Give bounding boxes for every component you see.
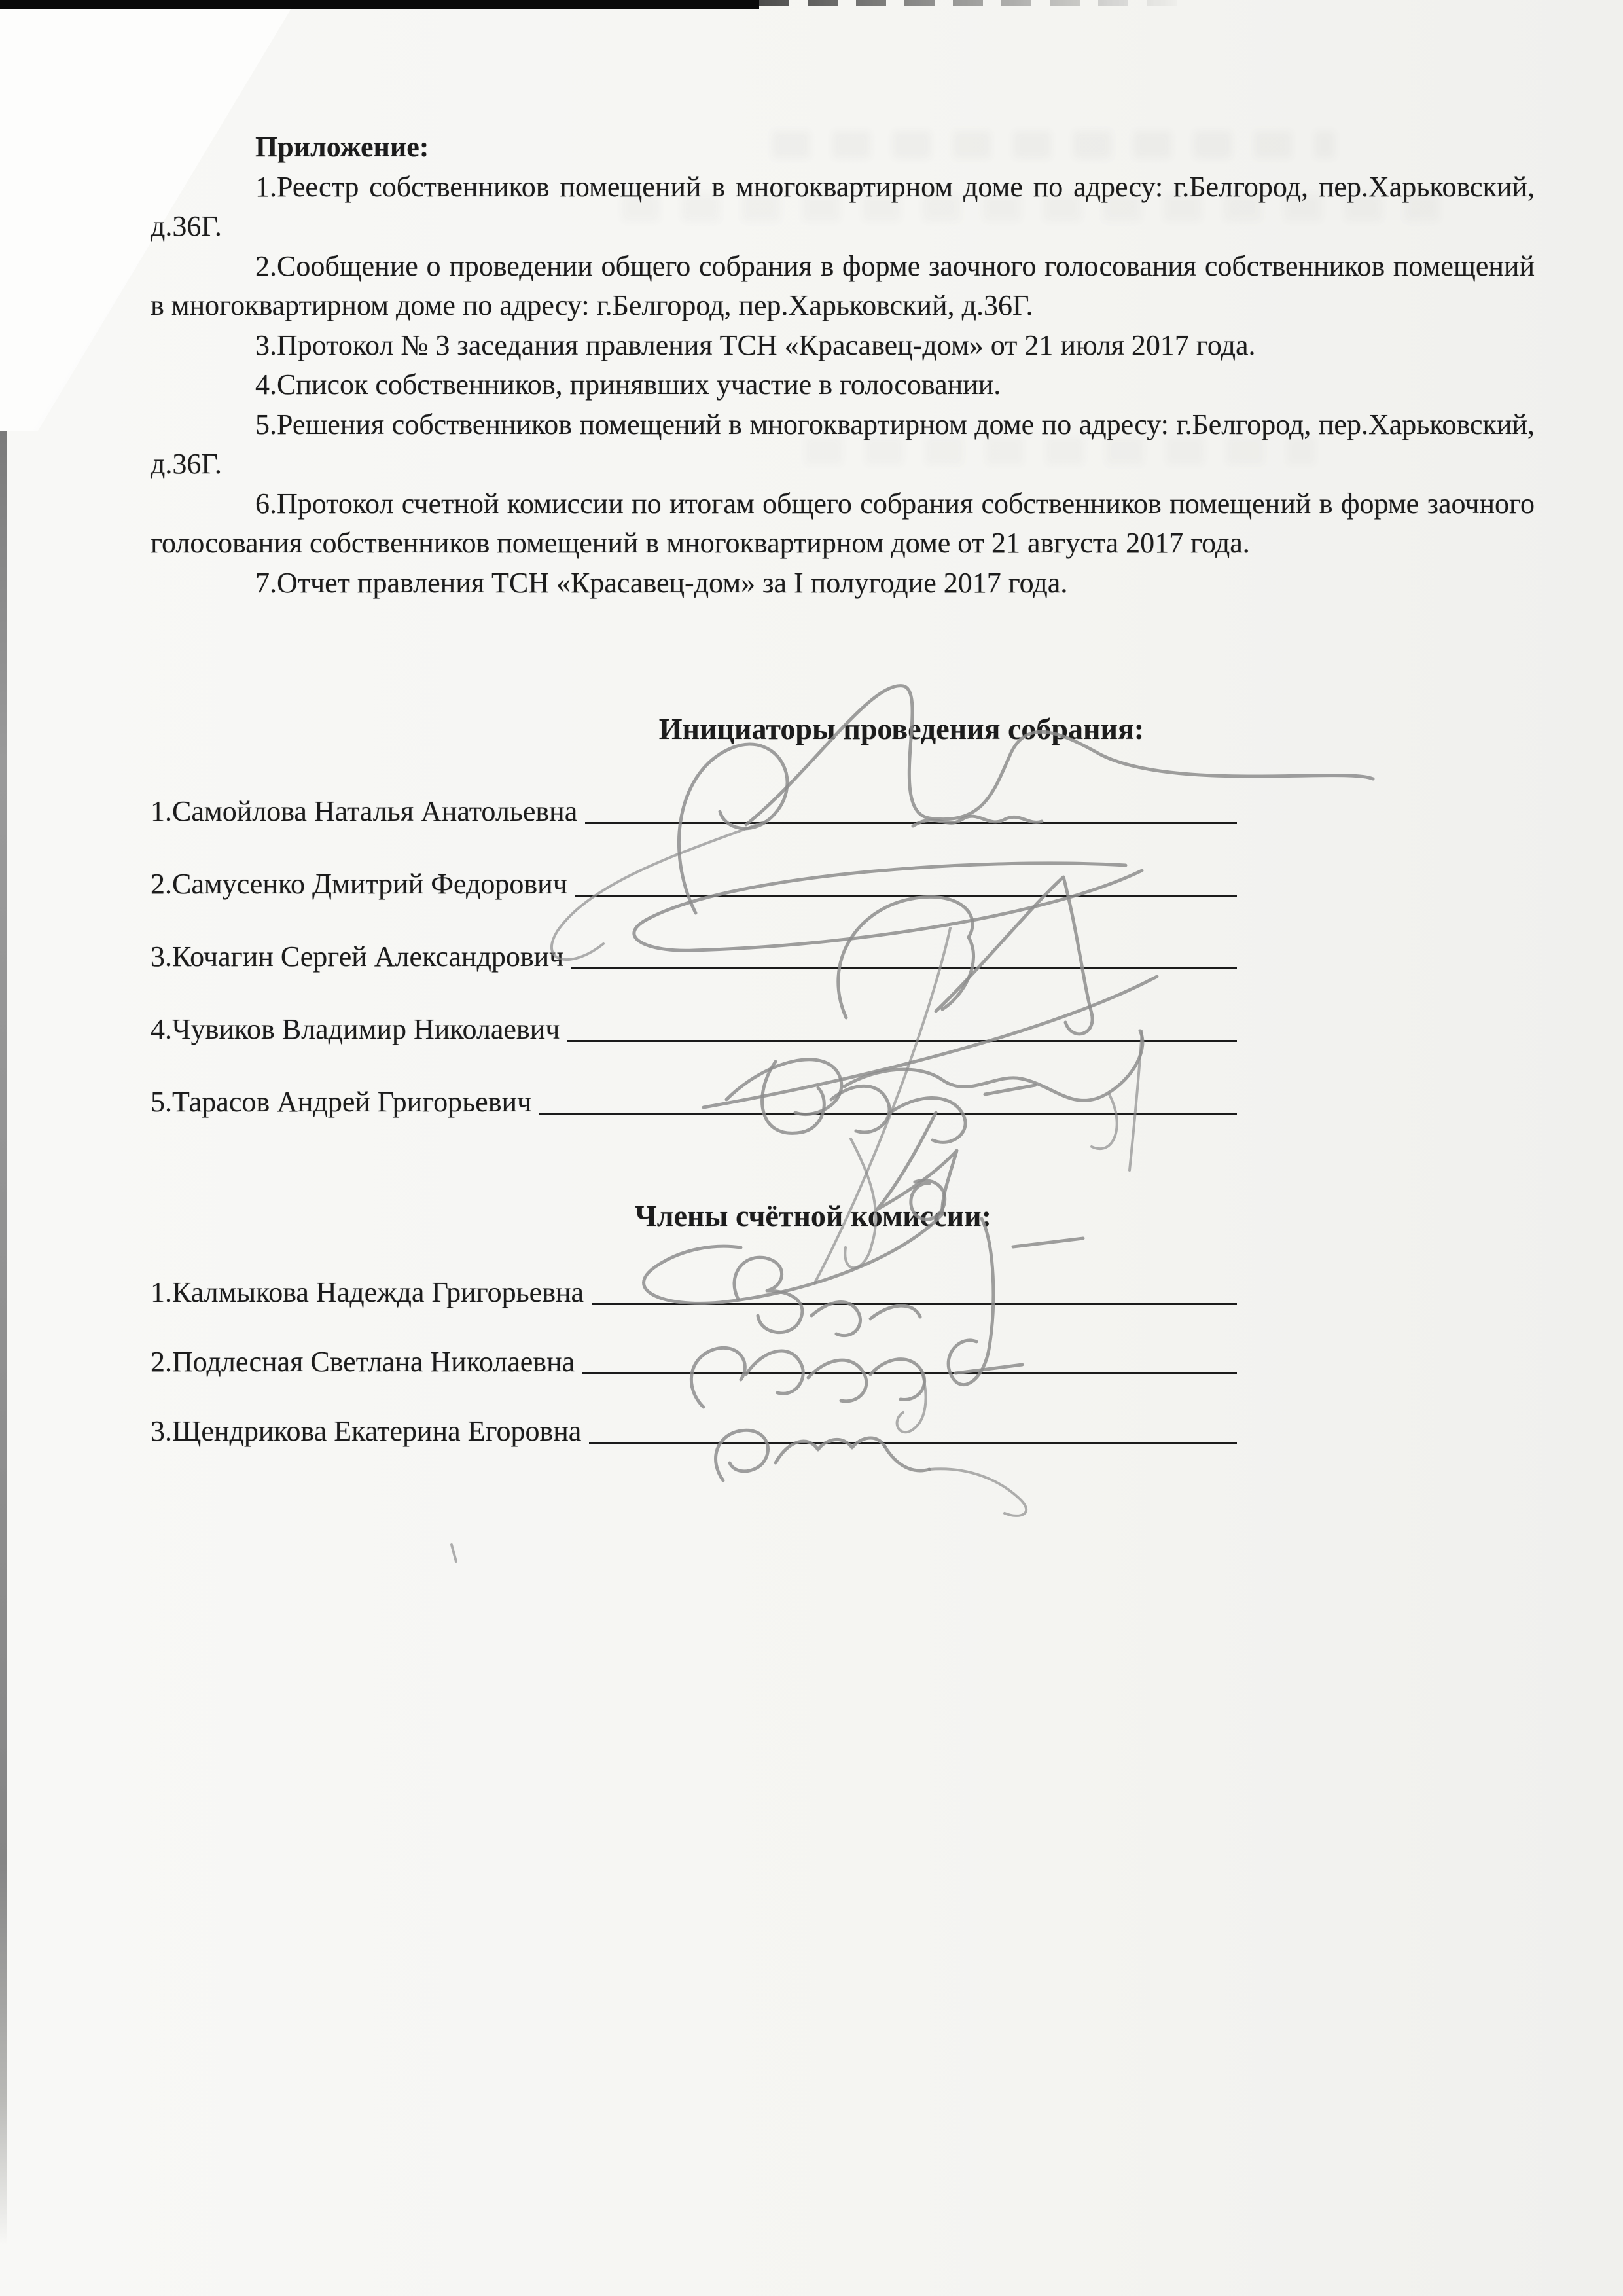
attachment-item-7: 7.Отчет правления ТСН «Красавец-дом» за I полугодие 2017 года. (255, 566, 1068, 599)
signature-line (589, 1442, 1237, 1444)
initiator-name: 2.Самусенко Дмитрий Федорович (151, 868, 567, 900)
signature-line (592, 1303, 1237, 1305)
signature-line (582, 1372, 1237, 1374)
initiators-list (151, 761, 1237, 1124)
commission-member-name: 1.Калмыкова Надежда Григорьевна (151, 1276, 584, 1308)
commission-heading: Члены счётной комиссии: (635, 1199, 991, 1232)
signature-line (539, 1113, 1237, 1115)
attachment-item-2: 2.Сообщение о проведении общего собрания в форме заочного голосования собственников помещений в многоквартирном доме по адресу: г.Белгород, пер.Харьковский, д.36Г. (151, 249, 1535, 321)
initiator-row (151, 833, 1237, 906)
attachment-heading: Приложение: (255, 131, 429, 163)
initiator-name: 4.Чувиков Владимир Николаевич (151, 1013, 560, 1045)
document-body (151, 128, 1535, 603)
commission-row (151, 1314, 1237, 1384)
attachment-item-4: 4.Список собственников, принявших участие в голосовании. (255, 368, 1001, 401)
initiator-row (151, 761, 1237, 833)
scan-top-edge (0, 0, 759, 9)
commission-row (151, 1245, 1237, 1314)
commission-member-name: 3.Щендрикова Екатерина Егоровна (151, 1415, 582, 1447)
initiator-name: 1.Самойлова Наталья Анатольевна (151, 795, 578, 827)
initiator-row (151, 978, 1237, 1051)
attachment-item-6: 6.Протокол счетной комиссии по итогам общего собрания собственников помещений в форме заочного голосования собственников помещений в многоквартирном доме от 21 августа 2017 года. (151, 487, 1535, 559)
signature-line (571, 967, 1237, 969)
initiator-name: 5.Тарасов Андрей Григорьевич (151, 1086, 532, 1118)
initiator-name: 3.Кочагин Сергей Александрович (151, 941, 564, 973)
scan-top-edge-fade (759, 0, 1191, 6)
initiators-heading: Инициаторы проведения собрания: (658, 712, 1145, 745)
commission-member-name: 2.Подлесная Светлана Николаевна (151, 1346, 575, 1378)
initiator-row (151, 906, 1237, 978)
attachment-item-5: 5.Решения собственников помещений в многоквартирном доме по адресу: г.Белгород, пер.Харьковский, д.36Г. (151, 408, 1535, 480)
signature-line (567, 1040, 1237, 1042)
commission-row (151, 1384, 1237, 1453)
initiator-row (151, 1051, 1237, 1124)
attachment-item-3: 3.Протокол № 3 заседания правления ТСН «Красавец-дом» от 21 июля 2017 года. (255, 329, 1256, 361)
attachment-item-1: 1.Реестр собственников помещений в многоквартирном доме по адресу: г.Белгород, пер.Харьковский, д.36Г. (151, 170, 1535, 242)
signature-line (585, 822, 1237, 824)
signature-line (575, 895, 1237, 897)
scan-left-edge (0, 124, 7, 2245)
commission-list (151, 1245, 1237, 1453)
